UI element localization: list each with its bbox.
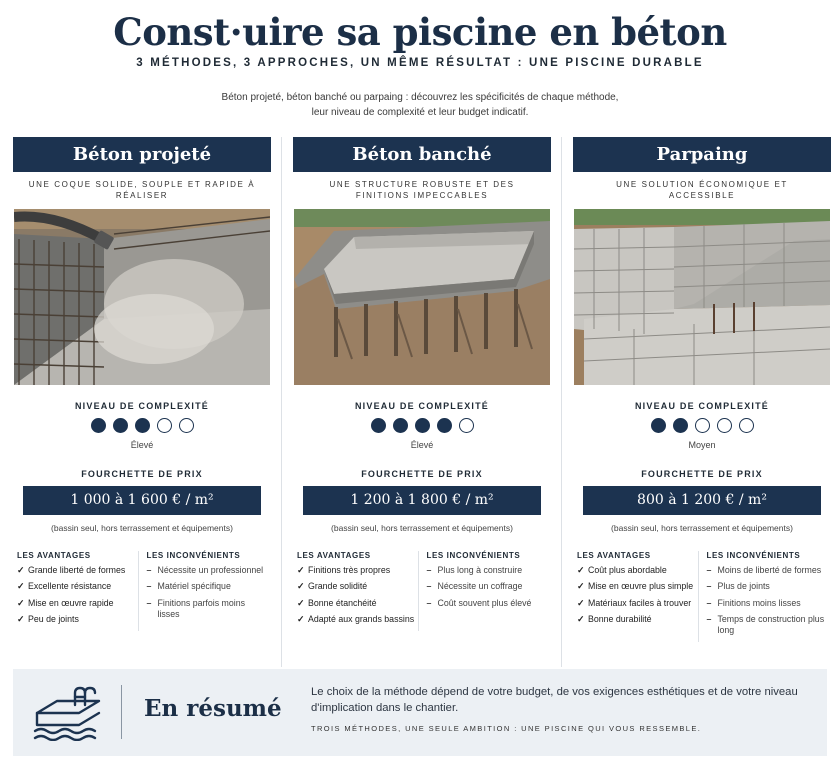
con-item: – Moins de liberté de formes	[706, 565, 822, 575]
dash-icon: –	[706, 614, 712, 625]
summary-title: En résumé	[144, 695, 282, 722]
cons-title: LES INCONVÉNIENTS	[706, 551, 801, 560]
pros-title: LES AVANTAGES	[297, 551, 371, 560]
dash-icon: –	[706, 565, 712, 575]
dash-icon: –	[146, 597, 152, 608]
rating-dot-filled	[437, 418, 452, 433]
rating-dot-filled	[393, 418, 408, 433]
dash-icon: –	[426, 565, 432, 575]
cons-title: LES INCONVÉNIENTS	[146, 551, 241, 560]
check-icon: ✓	[297, 565, 305, 575]
pros-list	[577, 551, 698, 642]
price-note: (bassin seul, hors terrassement et équipements)	[331, 523, 513, 533]
check-icon: ✓	[577, 581, 585, 592]
page-title: Const·uire sa piscine en béton	[113, 10, 727, 54]
con-item: – Temps de construction plus long	[706, 614, 825, 636]
con-item: – Plus de joints	[706, 581, 770, 592]
method-photo-shotcrete	[14, 209, 270, 385]
pro-item: ✓ Finitions très propres	[297, 565, 391, 575]
dash-icon: –	[146, 565, 152, 575]
complexity-rating	[293, 418, 551, 433]
method-tagline: UNE STRUCTURE ROBUSTE ET DES FINITIONS IMPECCABLES	[329, 180, 515, 200]
pool-ladder-icon	[33, 685, 103, 746]
pro-item: ✓ Excellente résistance	[17, 581, 112, 592]
summary-tagline: TROIS MÉTHODES, UNE SEULE AMBITION : UNE PISCINE QUI VOUS RESSEMBLE.	[311, 724, 702, 733]
check-icon: ✓	[577, 597, 585, 608]
con-item: – Coût souvent plus élevé	[426, 597, 532, 608]
pros-title: LES AVANTAGES	[577, 551, 651, 560]
pros-title: LES AVANTAGES	[17, 551, 91, 560]
price-label: FOURCHETTE DE PRIX	[81, 469, 203, 479]
price-range: 1 200 à 1 800 € / m²	[303, 486, 541, 515]
con-item: – Nécessite un professionnel	[146, 565, 264, 575]
complexity-rating	[13, 418, 271, 433]
complexity-label: NIVEAU DE COMPLEXITÉ	[634, 401, 769, 411]
pro-item: ✓ Bonne durabilité	[577, 614, 652, 625]
dash-icon: –	[706, 581, 712, 592]
rating-dot-empty	[179, 418, 194, 433]
check-icon: ✓	[17, 597, 25, 608]
dash-icon: –	[426, 581, 432, 592]
complexity-level: Élevé	[410, 440, 434, 450]
price-label: FOURCHETTE DE PRIX	[641, 469, 763, 479]
pro-item: ✓ Matériaux faciles à trouver	[577, 597, 692, 608]
dash-icon: –	[146, 581, 152, 592]
rating-dot-filled	[371, 418, 386, 433]
price-note: (bassin seul, hors terrassement et équipements)	[611, 523, 793, 533]
page-subtitle: 3 MÉTHODES, 3 APPROCHES, UN MÊME RÉSULTAT : UNE PISCINE DURABLE	[136, 57, 704, 69]
method-tagline: UNE COQUE SOLIDE, SOUPLE ET RAPIDE À RÉALISER	[28, 180, 256, 200]
method-card-beton-banche	[293, 137, 551, 667]
rating-dot-empty	[459, 418, 474, 433]
pro-item: ✓ Mise en œuvre plus simple	[577, 581, 694, 592]
cons-list	[418, 551, 548, 631]
complexity-level: Élevé	[130, 440, 154, 450]
pros-list	[297, 551, 418, 631]
con-item: – Finitions parfois moins lisses	[146, 597, 246, 619]
complexity-level: Moyen	[688, 440, 716, 450]
intro-line-1: Béton projeté, béton banché ou parpaing : découvrez les spécificités de chaque méthode,	[221, 92, 619, 103]
summary-divider	[121, 685, 122, 739]
check-icon: ✓	[297, 597, 305, 608]
method-title: Béton projeté	[13, 137, 271, 172]
column-divider	[281, 137, 282, 667]
check-icon: ✓	[17, 581, 25, 592]
check-icon: ✓	[297, 581, 305, 592]
pros-list	[17, 551, 138, 631]
price-label: FOURCHETTE DE PRIX	[361, 469, 483, 479]
method-title: Parpaing	[573, 137, 831, 172]
method-card-beton-projete	[13, 137, 271, 667]
con-item: – Matériel spécifique	[146, 581, 231, 592]
rating-dot-empty	[695, 418, 710, 433]
complexity-label: NIVEAU DE COMPLEXITÉ	[354, 401, 489, 411]
method-photo-formwork	[294, 209, 550, 385]
pro-item: ✓ Bonne étanchéité	[297, 597, 377, 608]
intro-line-2: leur niveau de complexité et leur budget indicatif.	[311, 107, 529, 118]
rating-dot-filled	[113, 418, 128, 433]
cons-title: LES INCONVÉNIENTS	[426, 551, 521, 560]
rating-dot-filled	[415, 418, 430, 433]
rating-dot-empty	[739, 418, 754, 433]
rating-dot-filled	[135, 418, 150, 433]
pro-item: ✓ Grande liberté de formes	[17, 565, 126, 575]
dash-icon: –	[426, 597, 432, 608]
pro-item: ✓ Mise en œuvre rapide	[17, 597, 114, 608]
method-tagline: UNE SOLUTION ÉCONOMIQUE ET ACCESSIBLE	[616, 180, 788, 200]
price-note: (bassin seul, hors terrassement et équipements)	[51, 523, 233, 533]
con-item: – Nécessite un coffrage	[426, 581, 523, 592]
check-icon: ✓	[17, 614, 25, 625]
price-range: 1 000 à 1 600 € / m²	[23, 486, 261, 515]
check-icon: ✓	[297, 614, 305, 625]
column-divider	[561, 137, 562, 667]
complexity-rating	[573, 418, 831, 433]
cons-list	[138, 551, 268, 631]
complexity-label: NIVEAU DE COMPLEXITÉ	[74, 401, 209, 411]
con-item: – Plus long à construire	[426, 565, 523, 575]
con-item: – Finitions moins lisses	[706, 597, 801, 608]
pro-item: ✓ Coût plus abordable	[577, 565, 667, 575]
price-range: 800 à 1 200 € / m²	[583, 486, 821, 515]
method-card-parpaing	[573, 137, 831, 667]
pro-item: ✓ Peu de joints	[17, 614, 79, 625]
cons-list	[698, 551, 828, 642]
rating-dot-filled	[91, 418, 106, 433]
pro-item: ✓ Adapté aux grands bassins	[297, 614, 415, 625]
summary-panel	[13, 669, 827, 756]
rating-dot-empty	[717, 418, 732, 433]
method-title: Béton banché	[293, 137, 551, 172]
rating-dot-filled	[651, 418, 666, 433]
rating-dot-filled	[673, 418, 688, 433]
check-icon: ✓	[577, 614, 585, 625]
intro-text	[0, 90, 840, 120]
summary-text: Le choix de la méthode dépend de votre budget, de vos exigences esthétiques et de votre niveau d'implication dans le chantier.	[311, 686, 798, 714]
check-icon: ✓	[577, 565, 585, 575]
dash-icon: –	[706, 597, 712, 608]
check-icon: ✓	[17, 565, 25, 575]
method-photo-blocks	[574, 209, 830, 385]
pro-item: ✓ Grande solidité	[297, 581, 368, 592]
rating-dot-empty	[157, 418, 172, 433]
